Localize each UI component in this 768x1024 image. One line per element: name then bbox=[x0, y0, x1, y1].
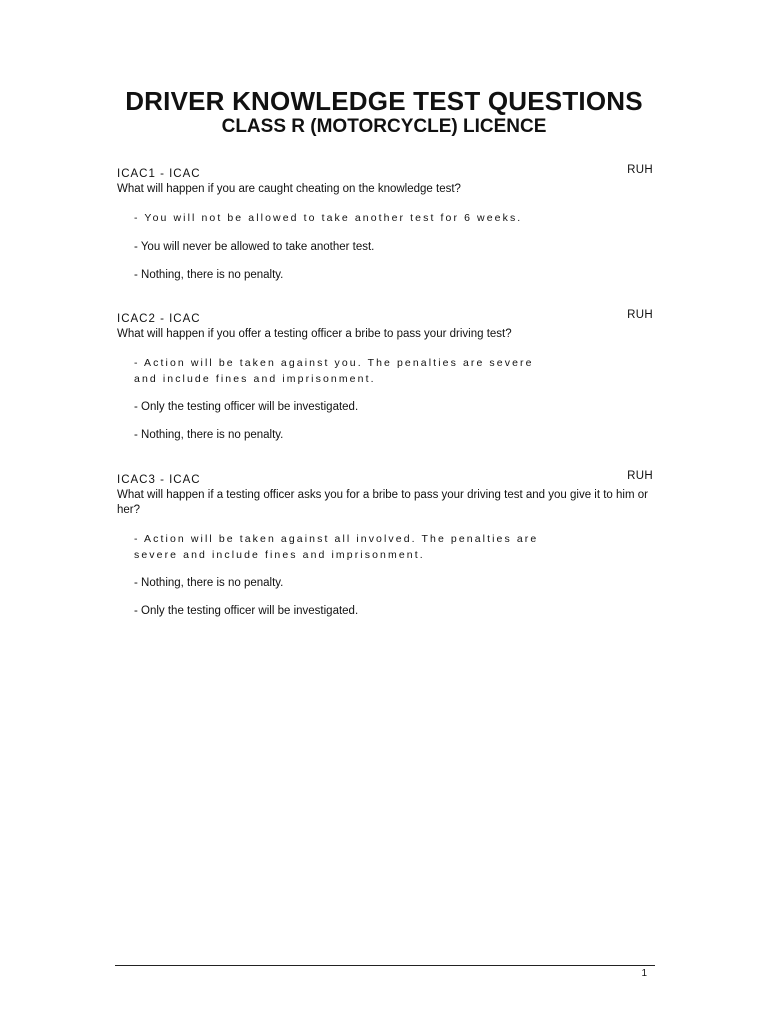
question-block bbox=[117, 166, 657, 296]
question-code: ICAC2 - ICAC bbox=[117, 313, 201, 325]
answer-options bbox=[117, 532, 657, 619]
question-tag: RUH bbox=[627, 470, 653, 482]
answer-option: - Only the testing officer will be investigated. bbox=[134, 401, 359, 413]
footer-divider bbox=[115, 965, 655, 966]
answer-option: - Nothing, there is no penalty. bbox=[134, 268, 284, 281]
page-subtitle: CLASS R (MOTORCYCLE) LICENCE bbox=[221, 116, 547, 137]
question-text: What will happen if you are caught cheating on the knowledge test? bbox=[117, 183, 461, 195]
page-title: DRIVER KNOWLEDGE TEST QUESTIONS bbox=[125, 86, 643, 116]
answer-options bbox=[117, 356, 657, 443]
question-text: What will happen if you offer a testing officer a bribe to pass your driving test? bbox=[117, 328, 512, 340]
question-tag: RUH bbox=[627, 164, 653, 176]
page-number: 1 bbox=[641, 968, 647, 979]
question-text: What will happen if a testing officer asks you for a bribe to pass your driving test and you give it to him or her? bbox=[117, 489, 648, 516]
question-code: ICAC3 - ICAC bbox=[117, 474, 201, 486]
answer-option: - Action will be taken against all involved. The penalties are severe and include fines and imprisonment. bbox=[134, 533, 539, 561]
answer-option: - Action will be taken against you. The penalties are severe and include fines and imprisonment. bbox=[134, 357, 534, 385]
question-code: ICAC1 - ICAC bbox=[117, 168, 201, 180]
answer-option: - Only the testing officer will be investigated. bbox=[134, 605, 359, 617]
question-block bbox=[117, 472, 657, 632]
answer-option: - Nothing, there is no penalty. bbox=[134, 577, 284, 589]
answer-option: - Nothing, there is no penalty. bbox=[134, 429, 284, 441]
question-tag: RUH bbox=[627, 309, 653, 321]
answer-option: - You will not be allowed to take another test for 6 weeks. bbox=[134, 212, 523, 224]
question-block bbox=[117, 311, 657, 456]
answer-options bbox=[117, 211, 657, 283]
answer-option: - You will never be allowed to take another test. bbox=[134, 240, 375, 253]
